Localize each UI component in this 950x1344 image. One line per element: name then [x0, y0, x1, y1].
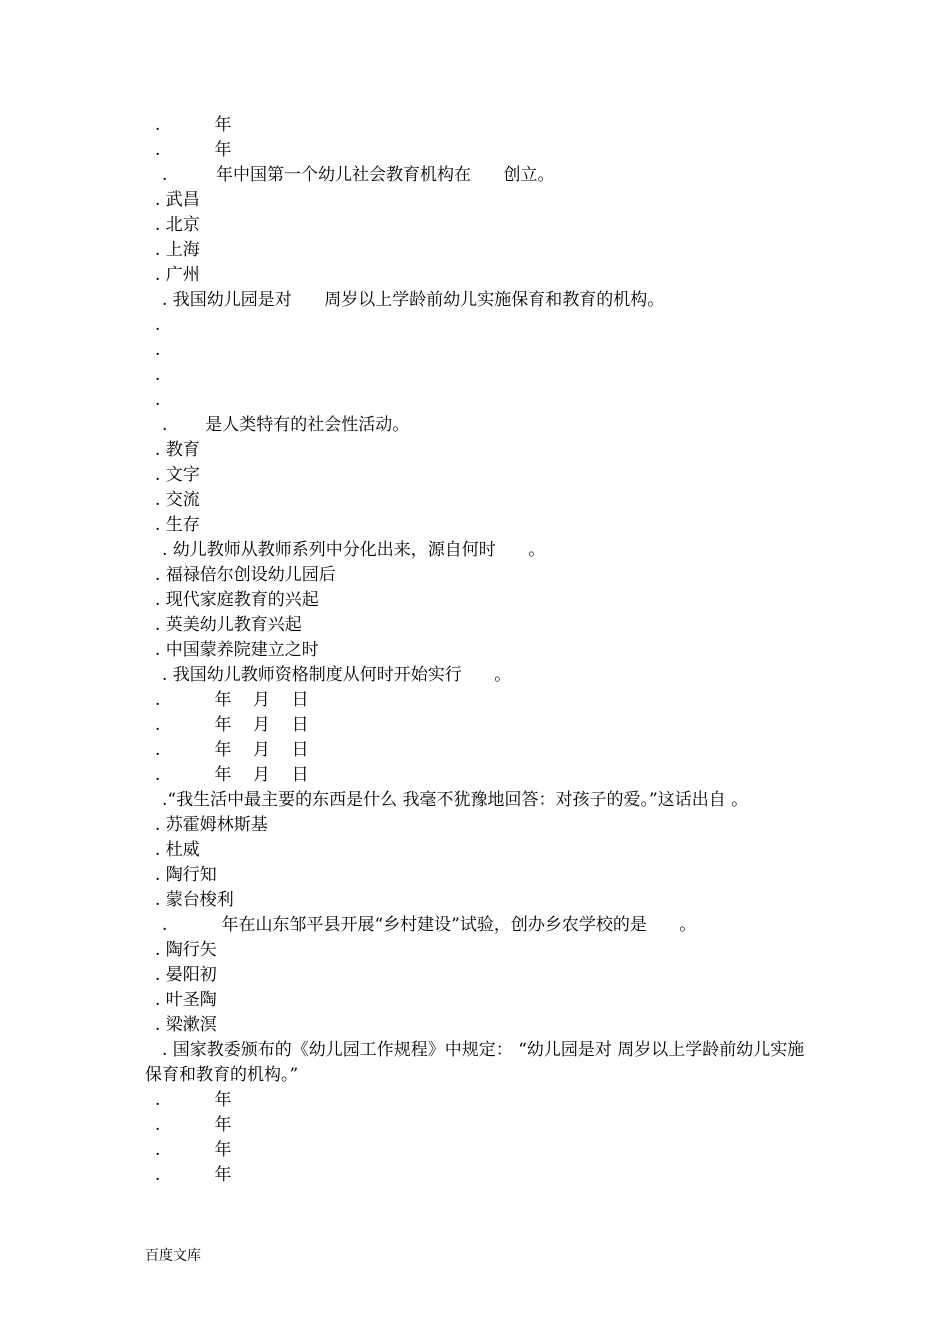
option-line: . 文字: [155, 465, 200, 485]
question-line: . 幼儿教师从教师系列中分化出来，源自何时 。: [162, 540, 546, 560]
option-line: . 陶行知: [155, 865, 217, 885]
option-line: . 现代家庭教育的兴起: [155, 590, 319, 610]
option-line: . 年 月 日: [155, 690, 309, 710]
option-line: .: [155, 365, 161, 385]
option-line: . 晏阳初: [155, 965, 217, 985]
option-line: . 蒙台梭利: [155, 890, 234, 910]
question-line: . 是人类特有的社会性活动。: [162, 415, 410, 435]
option-line: . 广州: [155, 265, 200, 285]
option-line: . 苏霍姆林斯基: [155, 815, 268, 835]
question-line: . 年在山东邹平县开展“乡村建设”试验，创办乡农学校的是 。: [162, 915, 697, 935]
option-line: . 年: [155, 1090, 232, 1110]
option-line: . 陶行矢: [155, 940, 217, 960]
option-line: . 年 月 日: [155, 715, 309, 735]
option-line: . 福禄倍尔创设幼儿园后: [155, 565, 336, 585]
option-line: . 年: [155, 1115, 232, 1135]
option-line: . 年: [155, 1165, 232, 1185]
option-line: .: [155, 340, 161, 360]
option-line: . 梁漱溟: [155, 1015, 217, 1035]
option-line: . 叶圣陶: [155, 990, 217, 1010]
option-line: .: [155, 315, 161, 335]
question-line: .“我生活中最主要的东西是什么 我毫不犹豫地回答：对孩子的爱。”这话出自 。: [162, 790, 749, 810]
option-line: . 年: [155, 140, 232, 160]
question-line: . 年中国第一个幼儿社会教育机构在 创立。: [162, 165, 555, 185]
question-line: . 我国幼儿教师资格制度从何时开始实行 。: [162, 665, 512, 685]
option-line: . 上海: [155, 240, 200, 260]
option-line: . 年: [155, 115, 232, 135]
question-line: . 国家教委颁布的《幼儿园工作规程》中规定： “幼儿园是对 周岁以上学龄前幼儿实施保育和教育的机构。”: [145, 1040, 805, 1085]
option-line: . 生存: [155, 515, 200, 535]
option-line: . 教育: [155, 440, 200, 460]
option-line: . 年: [155, 1140, 232, 1160]
option-line: . 年 月 日: [155, 765, 309, 785]
option-line: . 武昌: [155, 190, 200, 210]
document-body: [145, 113, 815, 1188]
option-line: . 北京: [155, 215, 200, 235]
option-line: . 交流: [155, 490, 200, 510]
option-line: .: [155, 390, 161, 410]
option-line: . 杜威: [155, 840, 200, 860]
option-line: . 英美幼儿教育兴起: [155, 615, 302, 635]
option-line: . 中国蒙养院建立之时: [155, 640, 319, 660]
question-line: . 我国幼儿园是对 周岁以上学龄前幼儿实施保育和教育的机构。: [162, 290, 665, 310]
option-line: . 年 月 日: [155, 740, 309, 760]
footer-watermark: 百度文库: [145, 1248, 201, 1264]
